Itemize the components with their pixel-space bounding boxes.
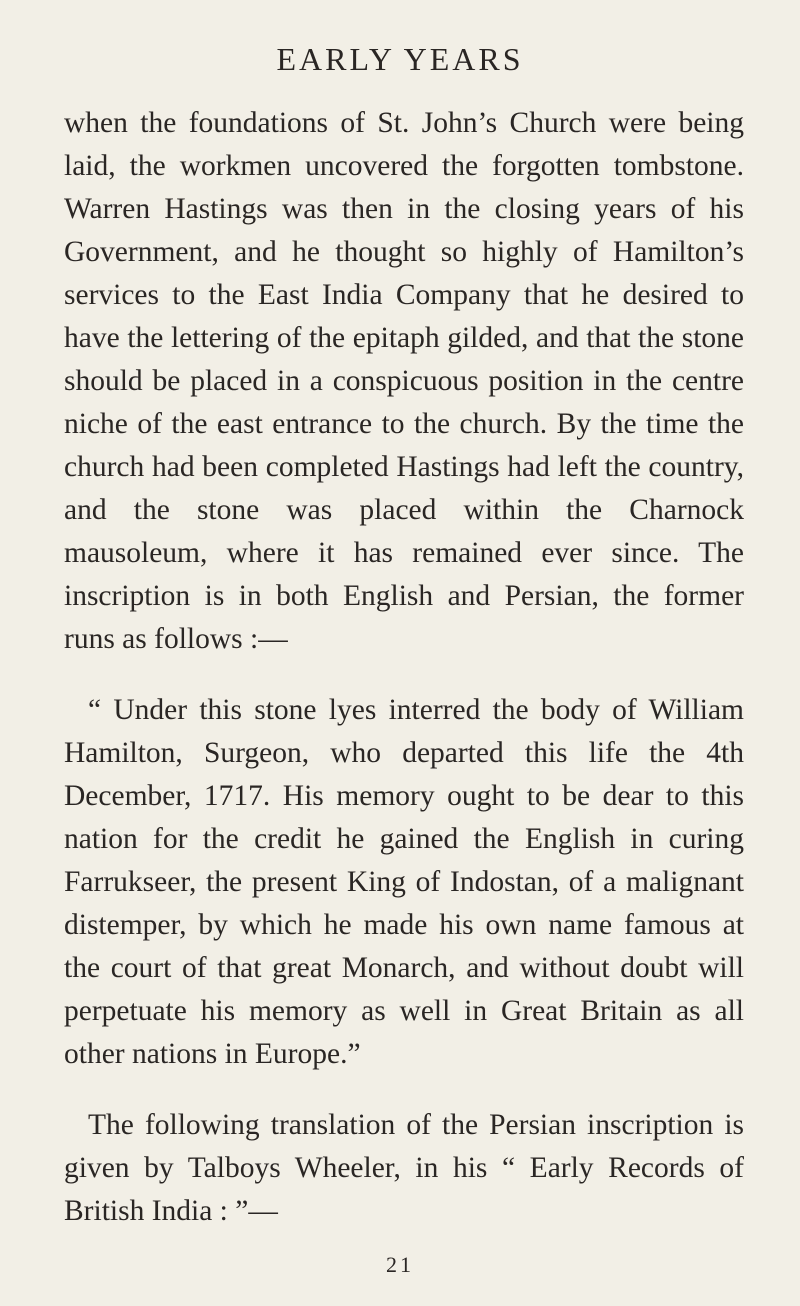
paragraph-persian-translation-intro: The following translation of the Persian inscription is given by Talboys Wheeler, in his “ Early Records of British India : ”—: [64, 1109, 744, 1227]
page-number: 21: [386, 1252, 414, 1277]
paragraph-church-foundations: when the foundations of St. John’s Church were being laid, the workmen uncovered the forgotten tombstone. Warren Hastings was then in the closing years of his Government, and he thought so highly of Hamilton’s services to the East India Company that he desired to have the lettering of the epitaph gilded, and that the stone should be placed in a conspicuous position in the centre niche of the east entrance to the church. By the time the church had been completed Hastings had left the country, and the stone was placed within the Charnock mausoleum, where it has remained ever since. The inscription is in both English and Persian, the former runs as follows :—: [64, 107, 744, 655]
running-head: EARLY YEARS: [276, 41, 524, 77]
body-text: [64, 102, 744, 1233]
paragraph-english-inscription: “ Under this stone lyes interred the body of William Hamilton, Surgeon, who departed this life the 4th December, 1717. His memory ought to be dear to this nation for the credit he gained the English in curing Farrukseer, the present King of Indostan, of a malignant distemper, by which he made his own name famous at the court of that great Monarch, and without doubt will perpetuate his memory as well in Great Britain as all other nations in Europe.”: [64, 694, 744, 1070]
